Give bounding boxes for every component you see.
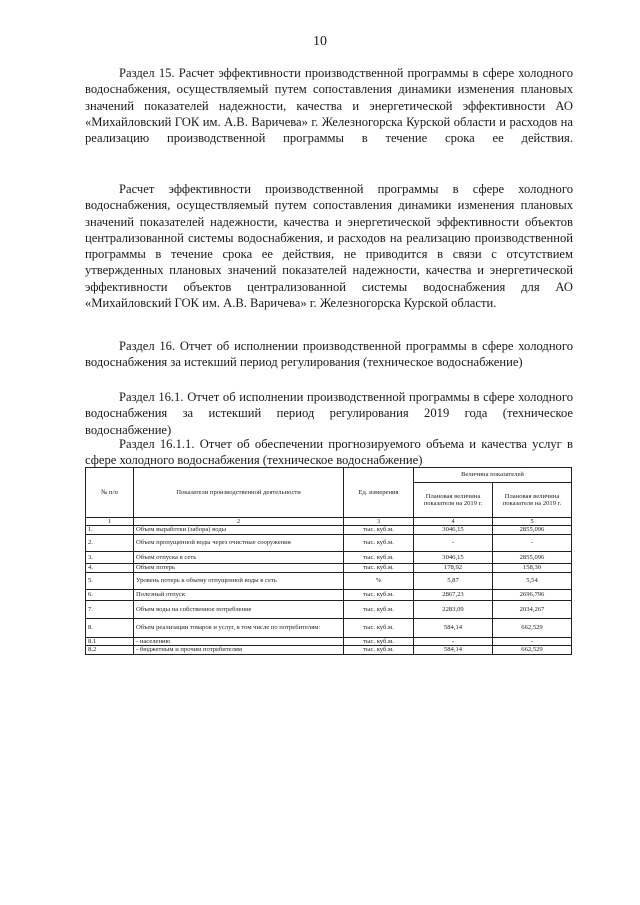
table-row — [86, 563, 572, 572]
row-number: 1. — [86, 526, 134, 534]
table-row — [86, 572, 572, 589]
row-plan: 584,14 — [414, 618, 493, 637]
row-number: 7. — [86, 600, 134, 618]
section-16-heading-text: Раздел 16. Отчет об исполнении производственной программы в сфере холодного водоснабжения за истекший период регулирования (техническое водоснабжение) — [85, 339, 573, 370]
row-fact: 2696,796 — [493, 589, 572, 600]
row-unit: % — [344, 572, 414, 589]
row-indicator: Объем воды на собственное потребление — [134, 600, 344, 618]
row-fact: 662,529 — [493, 618, 572, 637]
table-row — [86, 526, 572, 534]
row-number: 2. — [86, 534, 134, 551]
section-16-1-1-heading-text: Раздел 16.1.1. Отчет об обеспечении прогнозируемого объема и качества услуг в сфере холодного водоснабжения (техническое водоснабжение) — [85, 437, 573, 468]
row-plan: 178,92 — [414, 563, 493, 572]
row-plan: 5,87 — [414, 572, 493, 589]
row-unit: тыс. куб.м. — [344, 646, 414, 654]
table-row — [86, 589, 572, 600]
header-unit: Ед. измерения — [344, 468, 414, 518]
row-indicator: Объем выработки (забора) воды — [134, 526, 344, 534]
section-16-1-heading — [85, 389, 573, 438]
row-plan: 584,14 — [414, 646, 493, 654]
table-row — [86, 600, 572, 618]
row-indicator: - населению — [134, 637, 344, 645]
row-indicator: Уровень потерь к объему отпущенной воды в сеть — [134, 572, 344, 589]
row-fact: 158,30 — [493, 563, 572, 572]
row-plan: - — [414, 637, 493, 645]
section-15-heading — [85, 65, 573, 146]
row-unit: тыс. куб.м. — [344, 589, 414, 600]
row-plan: 2867,23 — [414, 589, 493, 600]
table-row — [86, 637, 572, 645]
header-actual: Плановая величина показателя на 2019 г. — [493, 483, 572, 518]
row-number: 8.1 — [86, 637, 134, 645]
row-number: 5. — [86, 572, 134, 589]
row-unit: тыс. куб.м. — [344, 618, 414, 637]
row-plan: 3046,15 — [414, 526, 493, 534]
row-indicator: Объем пропущенной воды через очистные сооружения — [134, 534, 344, 551]
row-unit: тыс. куб.м. — [344, 534, 414, 551]
col-number-4: 4 — [414, 518, 493, 526]
row-number: 8. — [86, 618, 134, 637]
row-indicator: Объем отпуска в сеть — [134, 551, 344, 563]
col-number-5: 5 — [493, 518, 572, 526]
row-fact: - — [493, 637, 572, 645]
row-number: 4. — [86, 563, 134, 572]
header-indicator: Показатели производственной деятельности — [134, 468, 344, 518]
section-16-1-1-heading — [85, 436, 573, 469]
header-values-group: Величина показателей — [414, 468, 572, 483]
production-indicators-table — [85, 467, 572, 655]
header-num: № п/п — [86, 468, 134, 518]
table-row — [86, 618, 572, 637]
row-fact: - — [493, 534, 572, 551]
row-number: 8.2 — [86, 646, 134, 654]
header-plan: Плановая величина показателя на 2019 г. — [414, 483, 493, 518]
section-15-body-text: Расчет эффективности производственной программы в сфере холодного водоснабжения, осуществляемый путем сопоставления динамики изменения плановых значений показателей надежности, качества и энергетической эффективности объектов централизованной системы водоснабжения, и расходов на реализацию производственной программы в течение срока ее действия, не приводится в связи с отсутствием утвержденных плановых значений показателей надежности, качества и энергетической эффективности объектов централизованной системы водоснабжения для АО «Михайловский ГОК им. А.В. Варичева» г. Железногорска Курской области. — [85, 182, 573, 311]
row-unit: тыс. куб.м. — [344, 526, 414, 534]
row-plan: - — [414, 534, 493, 551]
row-plan: 3046,15 — [414, 551, 493, 563]
row-indicator: - бюджетным и прочим потребителям — [134, 646, 344, 654]
section-15-body — [85, 181, 573, 311]
row-indicator: Объем реализации товаров и услуг, в том числе по потребителям: — [134, 618, 344, 637]
row-unit: тыс. куб.м. — [344, 637, 414, 645]
page-number: 10 — [313, 34, 327, 49]
col-number-3: 3 — [344, 518, 414, 526]
row-number: 3. — [86, 551, 134, 563]
row-fact: 5,54 — [493, 572, 572, 589]
table-row — [86, 534, 572, 551]
row-fact: 2034,267 — [493, 600, 572, 618]
row-unit: тыс. куб.м. — [344, 551, 414, 563]
row-unit: тыс. куб.м. — [344, 563, 414, 572]
row-fact: 662,529 — [493, 646, 572, 654]
col-number-2: 2 — [134, 518, 344, 526]
row-fact: 2855,096 — [493, 551, 572, 563]
row-plan: 2283,09 — [414, 600, 493, 618]
table-row — [86, 551, 572, 563]
section-16-heading — [85, 338, 573, 371]
row-indicator: Объем потерь — [134, 563, 344, 572]
section-16-1-heading-text: Раздел 16.1. Отчет об исполнении производственной программы в сфере холодного водоснабжения за истекший период регулирования 2019 года (техническое водоснабжение) — [85, 390, 573, 437]
section-15-heading-text: Раздел 15. Расчет эффективности производственной программы в сфере холодного водоснабжения, осуществляемый путем сопоставления динамики изменения плановых значений показателей надежности, качества и энергетической эффективности АО «Михайловский ГОК им. А.В. Варичева» г. Железногорска Курской области и расходов на реализацию производственной программы в течение срока ее действия. — [85, 66, 573, 146]
row-fact: 2855,096 — [493, 526, 572, 534]
row-number: 6. — [86, 589, 134, 600]
row-indicator: Полезный отпуск — [134, 589, 344, 600]
row-unit: тыс. куб.м. — [344, 600, 414, 618]
table-row — [86, 646, 572, 654]
col-number-1: 1 — [86, 518, 134, 526]
